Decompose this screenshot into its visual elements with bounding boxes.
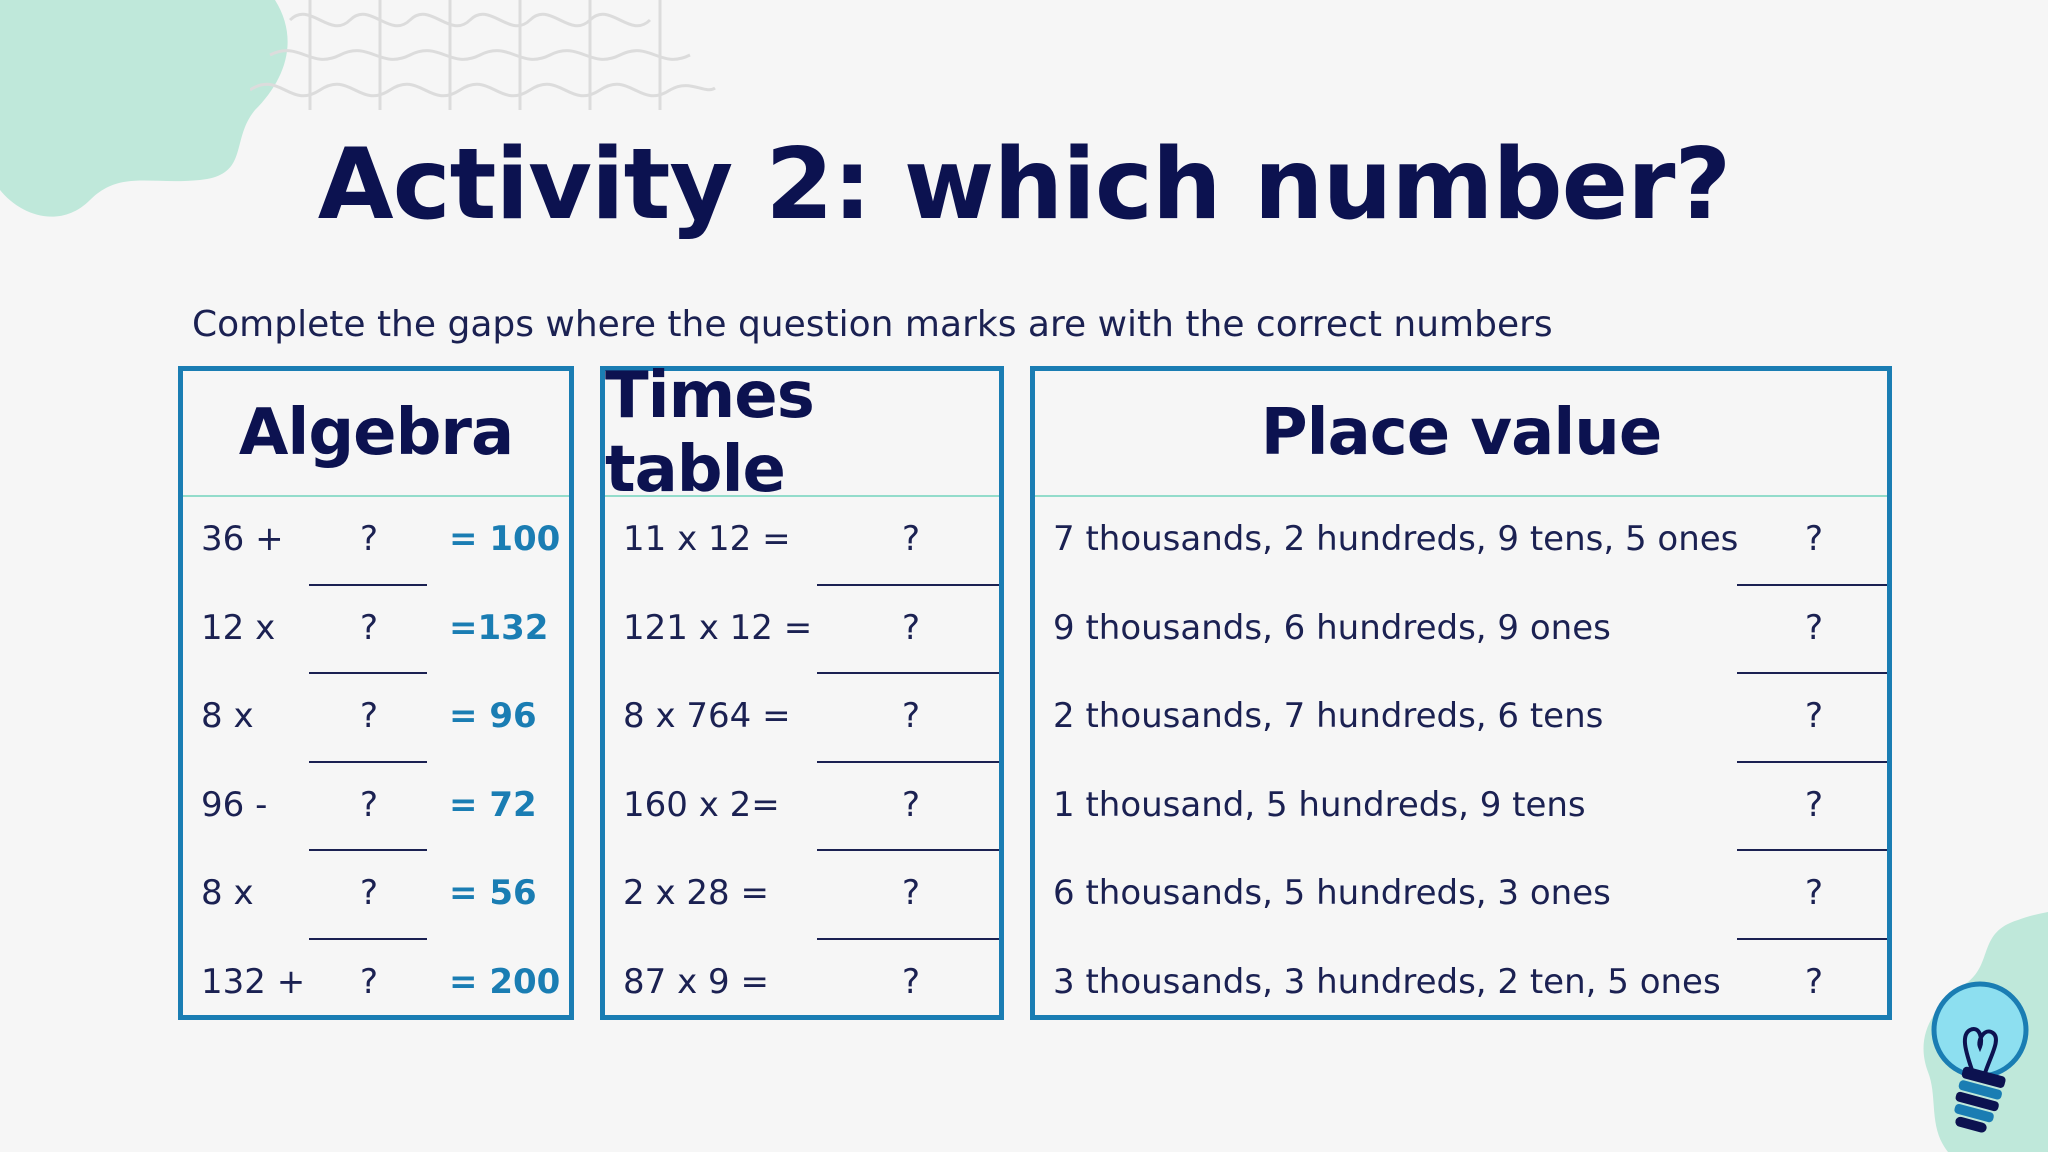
answer-gap[interactable]: ? — [1805, 784, 1824, 825]
answer-gap[interactable]: ? — [902, 961, 921, 1002]
place-value-row — [1035, 940, 1887, 1029]
answer-gap[interactable]: ? — [1805, 696, 1824, 736]
times-table-heading: Times table — [605, 371, 999, 497]
puzzle-pattern-icon — [250, 0, 720, 120]
times-table-row — [605, 586, 999, 675]
algebra-row — [183, 674, 569, 763]
answer-gap[interactable]: ? — [1805, 607, 1824, 648]
times-expression: 121 x 12 = — [623, 607, 813, 648]
algebra-heading: Algebra — [183, 371, 569, 497]
place-value-heading: Place value — [1035, 371, 1887, 497]
place-value-row — [1035, 851, 1887, 940]
place-value-row — [1035, 763, 1887, 852]
place-value-row — [1035, 586, 1887, 675]
algebra-result: = 100 — [449, 519, 561, 559]
answer-gap[interactable]: ? — [1805, 519, 1824, 559]
times-table-row — [605, 851, 999, 940]
answer-gap[interactable]: ? — [1805, 961, 1824, 1002]
answer-gap[interactable]: ? — [902, 696, 921, 736]
algebra-row — [183, 497, 569, 586]
place-value-row — [1035, 674, 1887, 763]
algebra-result: = 72 — [449, 784, 537, 825]
algebra-expression: 96 - — [201, 784, 268, 825]
place-value-panel — [1030, 366, 1892, 1020]
times-expression: 87 x 9 = — [623, 961, 769, 1002]
algebra-expression: 132 + — [201, 961, 306, 1002]
page-title: Activity 2: which number? — [317, 128, 1731, 242]
answer-gap[interactable]: ? — [360, 607, 379, 648]
algebra-expression: 36 + — [201, 519, 284, 559]
algebra-expression: 8 x — [201, 696, 254, 736]
times-expression: 11 x 12 = — [623, 519, 791, 559]
algebra-result: =132 — [449, 607, 549, 648]
place-value-description: 9 thousands, 6 hundreds, 9 ones — [1053, 607, 1611, 648]
times-table-row — [605, 940, 999, 1029]
answer-gap[interactable]: ? — [360, 519, 379, 559]
algebra-result: = 200 — [449, 961, 561, 1002]
place-value-description: 3 thousands, 3 hundreds, 2 ten, 5 ones — [1053, 961, 1721, 1002]
algebra-row — [183, 940, 569, 1029]
place-value-description: 1 thousand, 5 hundreds, 9 tens — [1053, 784, 1586, 825]
times-table-row — [605, 497, 999, 586]
place-value-description: 2 thousands, 7 hundreds, 6 tens — [1053, 696, 1604, 736]
lightbulb-icon — [1925, 975, 2035, 1135]
algebra-panel — [178, 366, 574, 1020]
answer-gap[interactable]: ? — [1805, 873, 1824, 913]
times-table-panel — [600, 359, 1004, 1020]
place-value-row — [1035, 497, 1887, 586]
answer-gap[interactable]: ? — [360, 696, 379, 736]
answer-gap[interactable]: ? — [360, 961, 379, 1002]
answer-gap[interactable]: ? — [360, 784, 379, 825]
place-value-description: 7 thousands, 2 hundreds, 9 tens, 5 ones — [1053, 519, 1739, 559]
answer-gap[interactable]: ? — [902, 873, 921, 913]
times-expression: 160 x 2= — [623, 784, 780, 825]
algebra-result: = 56 — [449, 873, 537, 913]
answer-gap[interactable]: ? — [902, 519, 921, 559]
times-expression: 8 x 764 = — [623, 696, 791, 736]
algebra-row — [183, 763, 569, 852]
answer-gap[interactable]: ? — [902, 784, 921, 825]
place-value-description: 6 thousands, 5 hundreds, 3 ones — [1053, 873, 1611, 913]
times-table-row — [605, 763, 999, 852]
times-table-row — [605, 674, 999, 763]
times-expression: 2 x 28 = — [623, 873, 769, 913]
algebra-result: = 96 — [449, 696, 537, 736]
answer-gap[interactable]: ? — [902, 607, 921, 648]
algebra-row — [183, 586, 569, 675]
answer-gap[interactable]: ? — [360, 873, 379, 913]
algebra-expression: 12 x — [201, 607, 276, 648]
algebra-expression: 8 x — [201, 873, 254, 913]
instructions-text: Complete the gaps where the question marks are with the correct numbers — [192, 304, 1553, 345]
algebra-row — [183, 851, 569, 940]
